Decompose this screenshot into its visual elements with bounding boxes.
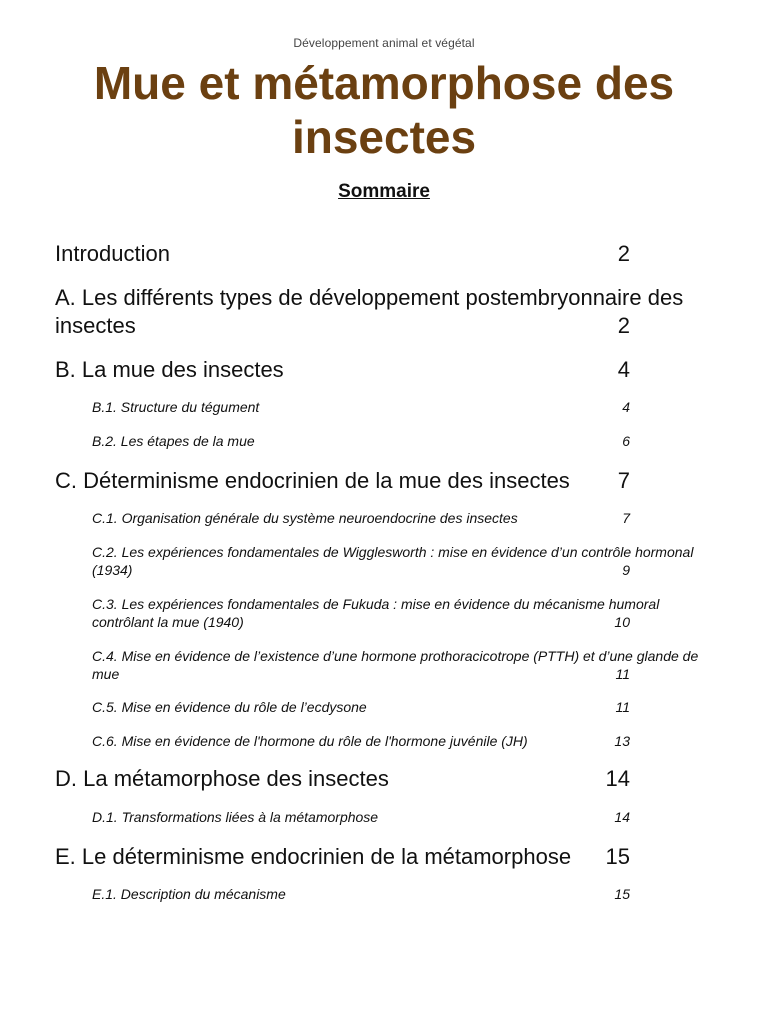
toc-entry-page: 2 — [617, 241, 630, 266]
toc-entry-title: C.4. Mise en évidence de l’existence d’une hormone prothoracicotrope (PTTH) et d’une glande de mue — [92, 648, 699, 682]
toc-entry-title: E. Le déterminisme endocrinien de la métamorphose — [55, 844, 572, 869]
toc-entry-page: 10 — [614, 614, 630, 630]
toc-entry-page: 4 — [622, 399, 630, 415]
toc-entry-page: 15 — [614, 886, 630, 902]
toc-entry-page: 14 — [605, 766, 630, 791]
page-title — [0, 56, 768, 164]
toc-entry-title: C. Déterminisme endocrinien de la mue des insectes — [55, 468, 570, 493]
toc-entry-title: D. La métamorphose des insectes — [55, 766, 389, 791]
toc-entry-title: B. La mue des insectes — [55, 357, 284, 382]
toc-entry-title: D.1. Transformations liées à la métamorphose — [92, 809, 379, 825]
toc-entry-page: 13 — [614, 733, 630, 749]
page-title-line-1: Mue et métamorphose des — [93, 57, 675, 109]
course-subtitle: Développement animal et végétal — [293, 36, 475, 50]
toc-entry-page: 4 — [617, 357, 630, 382]
toc-entry-title: C.6. Mise en évidence de l'hormone du rôle de l'hormone juvénile (JH) — [92, 733, 528, 749]
toc-entry-page: 15 — [605, 844, 630, 869]
toc-entry-title: E.1. Description du mécanisme — [92, 886, 286, 902]
toc-entry-page: 6 — [622, 433, 630, 449]
toc-entry-page: 7 — [617, 468, 630, 493]
toc-entry-title: B.1. Structure du tégument — [92, 399, 260, 415]
toc-entry-title: Introduction — [55, 241, 170, 266]
toc-entry-title: C.2. Les expériences fondamentales de Wigglesworth : mise en évidence d’un contrôle hormonal (1934) — [92, 544, 694, 578]
toc-entry-page: 7 — [622, 510, 630, 526]
toc-entry-title: C.3. Les expériences fondamentales de Fukuda : mise en évidence du mécanisme humoral contrôlant la mue (1940) — [92, 596, 660, 630]
toc-entry-page: 2 — [617, 313, 630, 338]
toc-entry-page: 14 — [614, 809, 630, 825]
toc-entry-title: C.1. Organisation générale du système neuroendocrine des insectes — [92, 510, 518, 526]
toc-entry-title: C.5. Mise en évidence du rôle de l’ecdysone — [92, 699, 367, 715]
toc-entry-page: 11 — [615, 699, 630, 715]
page-title-line-2: insectes — [291, 111, 477, 163]
toc-entry-title: A. Les différents types de développement postembryonnaire des insectes — [55, 285, 684, 338]
toc-entry-title: B.2. Les étapes de la mue — [92, 433, 255, 449]
toc-entry-page: 9 — [622, 562, 630, 578]
toc-entry-page: 11 — [615, 666, 630, 682]
summary-heading: Sommaire — [338, 181, 430, 202]
